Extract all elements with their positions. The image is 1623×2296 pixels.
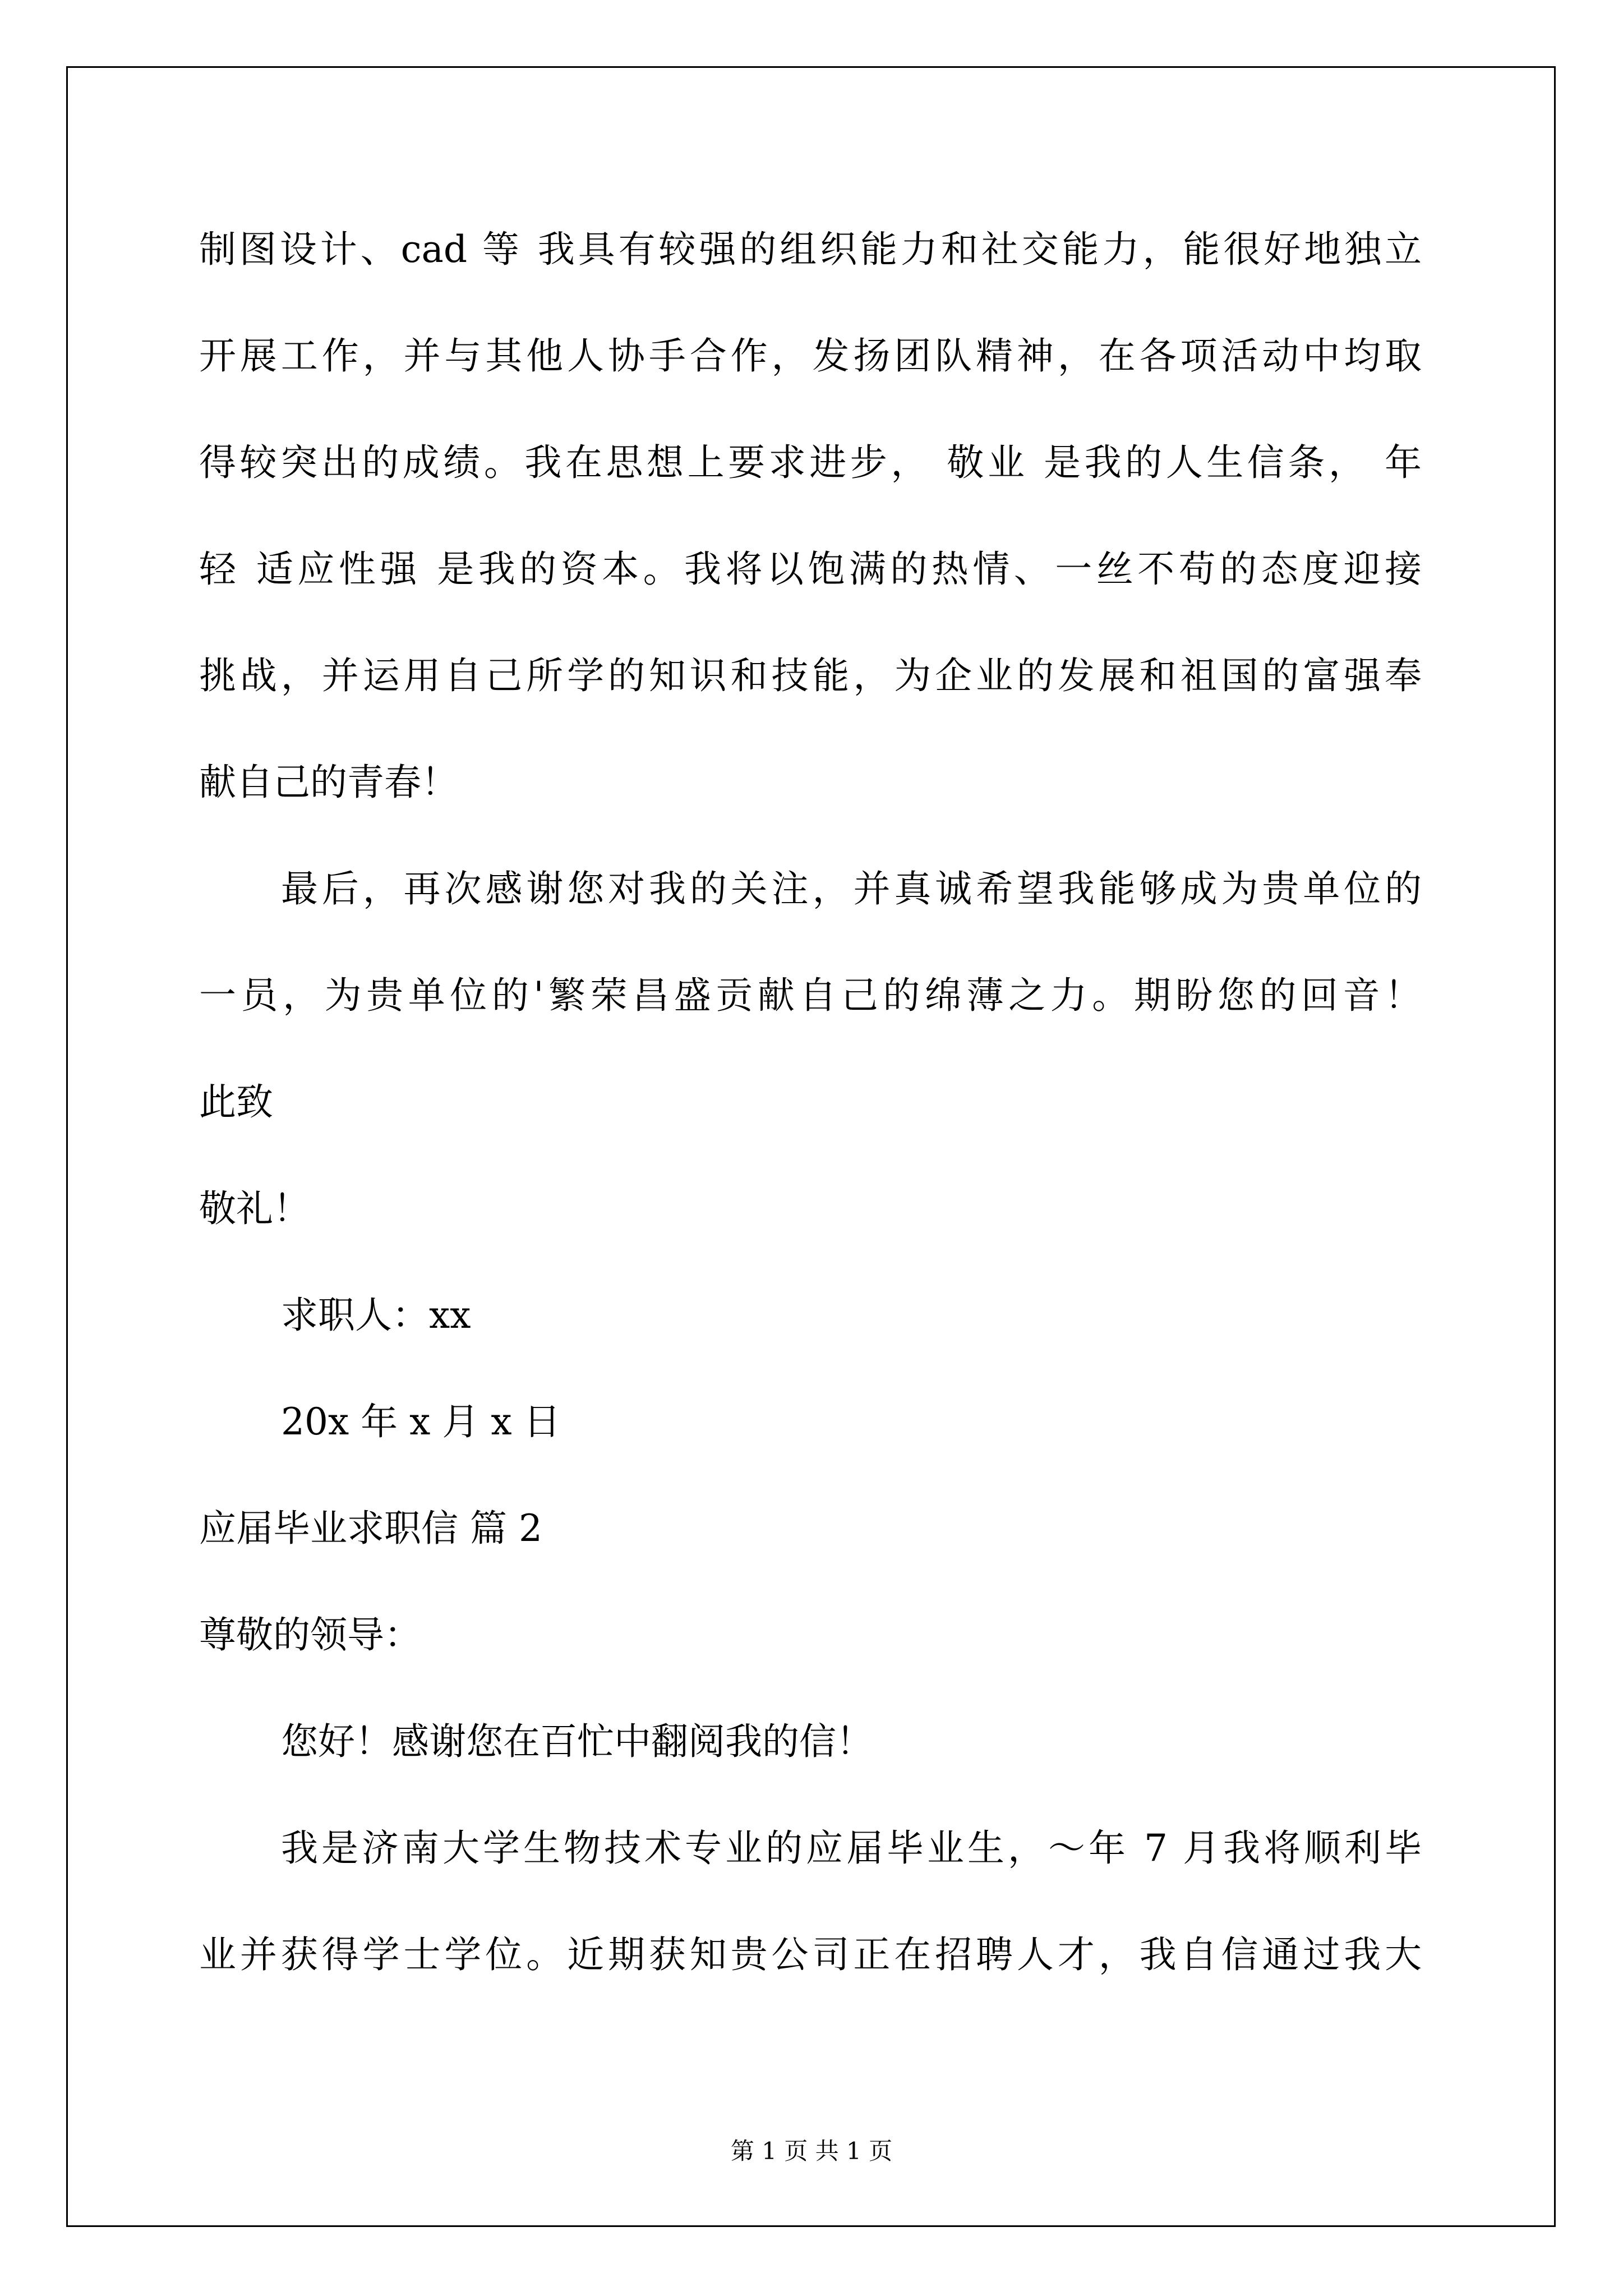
text-line: 献自己的青春！ [199, 761, 458, 804]
applicant-signature: 求职人：xx [281, 1294, 471, 1337]
letter-body [199, 196, 1422, 2008]
text-line: 开展工作，并与其他人协手合作，发扬团队精神，在各项活动中均取 [199, 334, 1422, 378]
closing-regards: 敬礼！ [199, 1187, 310, 1230]
text-line: 最后，再次感谢您对我的关注，并真诚希望我能够成为贵单位的 [281, 867, 1422, 910]
text-line: 业并获得学士学位。近期获知贵公司正在招聘人才，我自信通过我大 [199, 1933, 1422, 1976]
text-line: 我是济南大学生物技术专业的应届毕业生，～年 7 月我将顺利毕 [281, 1826, 1422, 1870]
text-line: 得较突出的成绩。我在思想上要求进步， 敬业 是我的人生信条， 年 [199, 441, 1422, 484]
page-number: 第 1 页 共 1 页 [730, 2137, 893, 2165]
text-line: 一员，为贵单位的'繁荣昌盛贡献自己的绵薄之力。期盼您的回音！ [199, 974, 1422, 1017]
text-line: 您好！感谢您在百忙中翻阅我的信！ [281, 1720, 873, 1763]
text-line: 挑战，并运用自己所学的知识和技能，为企业的发展和祖国的富强奉 [199, 654, 1422, 697]
text-line: 制图设计、cad 等 我具有较强的组织能力和社交能力，能很好地独立 [199, 228, 1422, 271]
greeting: 尊敬的领导： [199, 1613, 421, 1657]
section-title: 应届毕业求职信 篇 2 [199, 1507, 542, 1550]
text-line: 轻 适应性强 是我的资本。我将以饱满的热情、一丝不苟的态度迎接 [199, 547, 1422, 591]
letter-date: 20x 年 x 月 x 日 [281, 1400, 561, 1443]
closing-salutation: 此致 [199, 1080, 273, 1124]
